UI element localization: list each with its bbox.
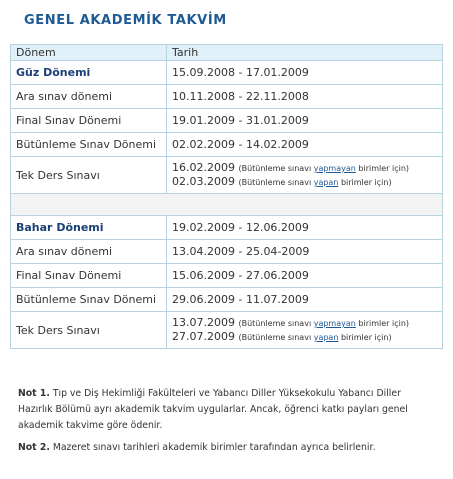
note-2 [18,440,428,456]
note-text: Mazeret sınavı tarihleri akademik birimler tarafından ayrıca belirlenir. [49,442,376,453]
row-date: 02.02.2009 - 14.02.2009 [167,133,443,157]
row-date: 10.11.2008 - 22.11.2008 [167,85,443,109]
row-label: Final Sınav Dönemi [11,109,167,133]
page-title: GENEL AKADEMİK TAKVİM [24,13,227,28]
row-date-multi [167,157,443,194]
table-row [11,288,443,312]
semester-row-fall [11,61,443,85]
date-value: 27.07.2009 [172,330,235,343]
row-label: Bütünleme Sınav Dönemi [11,288,167,312]
row-date: 19.01.2009 - 31.01.2009 [167,109,443,133]
table-row [11,240,443,264]
semester-row-spring [11,216,443,240]
date-line [172,161,442,175]
row-label: Tek Ders Sınavı [11,312,167,349]
note-link[interactable]: yapmayan [313,164,356,173]
date-line [172,316,442,330]
semester-date: 19.02.2009 - 12.06.2009 [167,216,443,240]
row-date: 15.06.2009 - 27.06.2009 [167,264,443,288]
table-row [11,109,443,133]
date-note: (Bütünleme sınavı yapmayan birimler için) [238,319,410,328]
semester-name: Bahar Dönemi [11,216,167,240]
academic-calendar-table [10,44,443,349]
row-label: Final Sınav Dönemi [11,264,167,288]
date-value: 16.02.2009 [172,161,235,174]
note-link[interactable]: yapan [313,333,339,342]
table-row [11,264,443,288]
table-row [11,133,443,157]
date-line [172,330,442,344]
note-label: Not 2. [18,442,50,453]
spacer-cell [11,194,443,216]
date-note: (Bütünleme sınavı yapan birimler için) [238,333,392,342]
row-label: Bütünleme Sınav Dönemi [11,133,167,157]
header-period: Dönem [11,45,167,61]
row-label: Tek Ders Sınavı [11,157,167,194]
table-header-row [11,45,443,61]
header-date: Tarih [167,45,443,61]
date-note: (Bütünleme sınavı yapan birimler için) [238,178,392,187]
table-spacer-row [11,194,443,216]
row-label: Ara sınav dönemi [11,85,167,109]
row-label: Ara sınav dönemi [11,240,167,264]
table-row-single-course [11,157,443,194]
semester-date: 15.09.2008 - 17.01.2009 [167,61,443,85]
table-row-single-course [11,312,443,349]
table-row [11,85,443,109]
note-link[interactable]: yapmayan [313,319,356,328]
row-date: 29.06.2009 - 11.07.2009 [167,288,443,312]
row-date-multi [167,312,443,349]
semester-name: Güz Dönemi [11,61,167,85]
note-link[interactable]: yapan [313,178,339,187]
date-note: (Bütünleme sınavı yapmayan birimler için) [238,164,410,173]
date-value: 13.07.2009 [172,316,235,329]
note-label: Not 1. [18,388,50,399]
row-date: 13.04.2009 - 25.04-2009 [167,240,443,264]
date-line [172,175,442,189]
note-1 [18,386,428,434]
note-text: Tıp ve Diş Hekimliği Fakülteleri ve Yabancı Diller Yüksekokulu Yabancı Diller Hazırlık Bölümü ayrı akademik takvim uygularlar. Ancak, öğrenci katkı payları genel akademik takvime göre ödenir. [18,388,408,431]
date-value: 02.03.2009 [172,175,235,188]
notes-section [18,386,428,462]
